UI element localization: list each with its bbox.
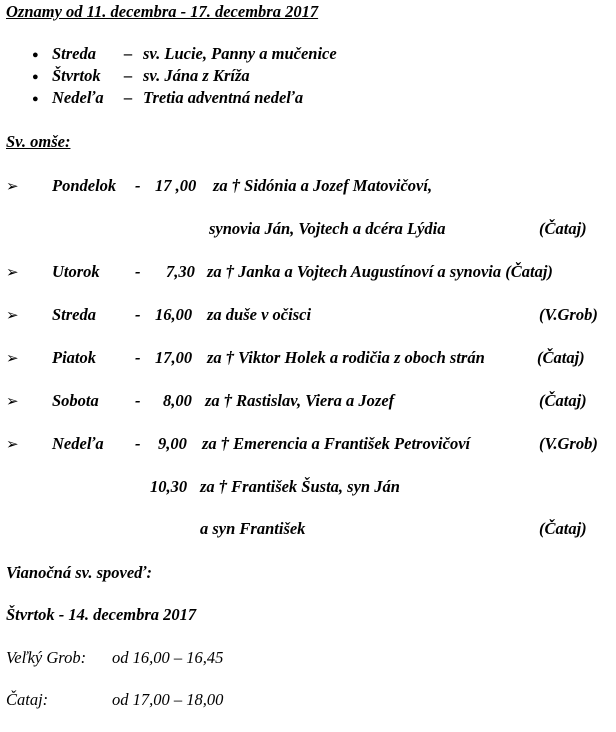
mass-dash: -: [135, 391, 141, 410]
mass-time: 9,00: [158, 434, 187, 453]
mass-time: 16,00: [155, 305, 193, 324]
mass-intention-cont: synovia Ján, Vojtech a dcéra Lýdia: [209, 219, 446, 238]
bullet-icon: ●: [32, 71, 39, 83]
arrow-icon: ➢: [6, 437, 19, 453]
confession-date: Štvrtok - 14. decembra 2017: [6, 605, 197, 624]
arrow-icon: ➢: [6, 179, 19, 195]
mass-dash: -: [135, 176, 141, 195]
mass-dash: -: [135, 348, 141, 367]
mass-intention: za † Emerencia a František Petrovičoví: [202, 434, 471, 453]
mass-dash: -: [135, 305, 141, 324]
mass-dash: -: [135, 262, 141, 281]
page-title: Oznamy od 11. decembra - 17. decembra 2017: [6, 2, 319, 21]
feast-day: Nedeľa: [52, 88, 104, 107]
mass-time: 7,30: [166, 262, 195, 281]
feast-separator: –: [124, 66, 133, 85]
confession-place: Čataj:: [6, 690, 49, 709]
confession-time: od 16,00 – 16,45: [112, 648, 224, 667]
arrow-icon: ➢: [6, 351, 19, 367]
arrow-icon: ➢: [6, 394, 19, 410]
mass-intention: za † Viktor Holek a rodičia z oboch strán: [207, 348, 485, 367]
feast-text: sv. Jána z Kríža: [143, 66, 250, 85]
mass-place: (Čataj): [539, 219, 587, 238]
confession-place: Veľký Grob:: [6, 648, 87, 667]
masses-heading: Sv. omše:: [6, 132, 71, 151]
confession-time: od 17,00 – 18,00: [112, 690, 224, 709]
mass-intention: za duše v očisci: [207, 305, 312, 324]
mass-place: (V.Grob): [539, 434, 598, 453]
confession-heading: Vianočná sv. spoveď:: [6, 563, 153, 582]
mass-time: 17,00: [155, 348, 193, 367]
mass-intention: za † Sidónia a Jozef Matovičoví,: [213, 176, 433, 195]
mass-place: (V.Grob): [539, 305, 598, 324]
mass-intention: za † František Šusta, syn Ján: [200, 477, 400, 496]
arrow-icon: ➢: [6, 308, 19, 324]
mass-dash: -: [135, 434, 141, 453]
mass-day: Piatok: [52, 348, 96, 367]
mass-day: Pondelok: [52, 176, 117, 195]
bullet-icon: ●: [32, 93, 39, 105]
mass-day: Sobota: [52, 391, 99, 410]
mass-intention: za † Janka a Vojtech Augustínoví a synovia (Čataj): [207, 262, 553, 281]
feast-separator: –: [124, 88, 133, 107]
bullet-icon: ●: [32, 49, 39, 61]
feast-text: sv. Lucie, Panny a mučenice: [143, 44, 337, 63]
arrow-icon: ➢: [6, 265, 19, 281]
mass-place: (Čataj): [537, 348, 585, 367]
mass-day: Utorok: [52, 262, 100, 281]
mass-place: (Čataj): [539, 519, 587, 538]
mass-intention: za † Rastislav, Viera a Jozef: [205, 391, 395, 410]
feast-text: Tretia adventná nedeľa: [143, 88, 304, 107]
mass-place: (Čataj): [539, 391, 587, 410]
mass-intention-cont: a syn František: [200, 519, 306, 538]
feast-separator: –: [124, 44, 133, 63]
mass-time: 17 ,00: [155, 176, 197, 195]
mass-day: Nedeľa: [52, 434, 104, 453]
mass-time: 10,30: [150, 477, 188, 496]
feast-day: Streda: [52, 44, 97, 63]
mass-time: 8,00: [163, 391, 192, 410]
feast-day: Štvrtok: [52, 66, 101, 85]
mass-day: Streda: [52, 305, 97, 324]
